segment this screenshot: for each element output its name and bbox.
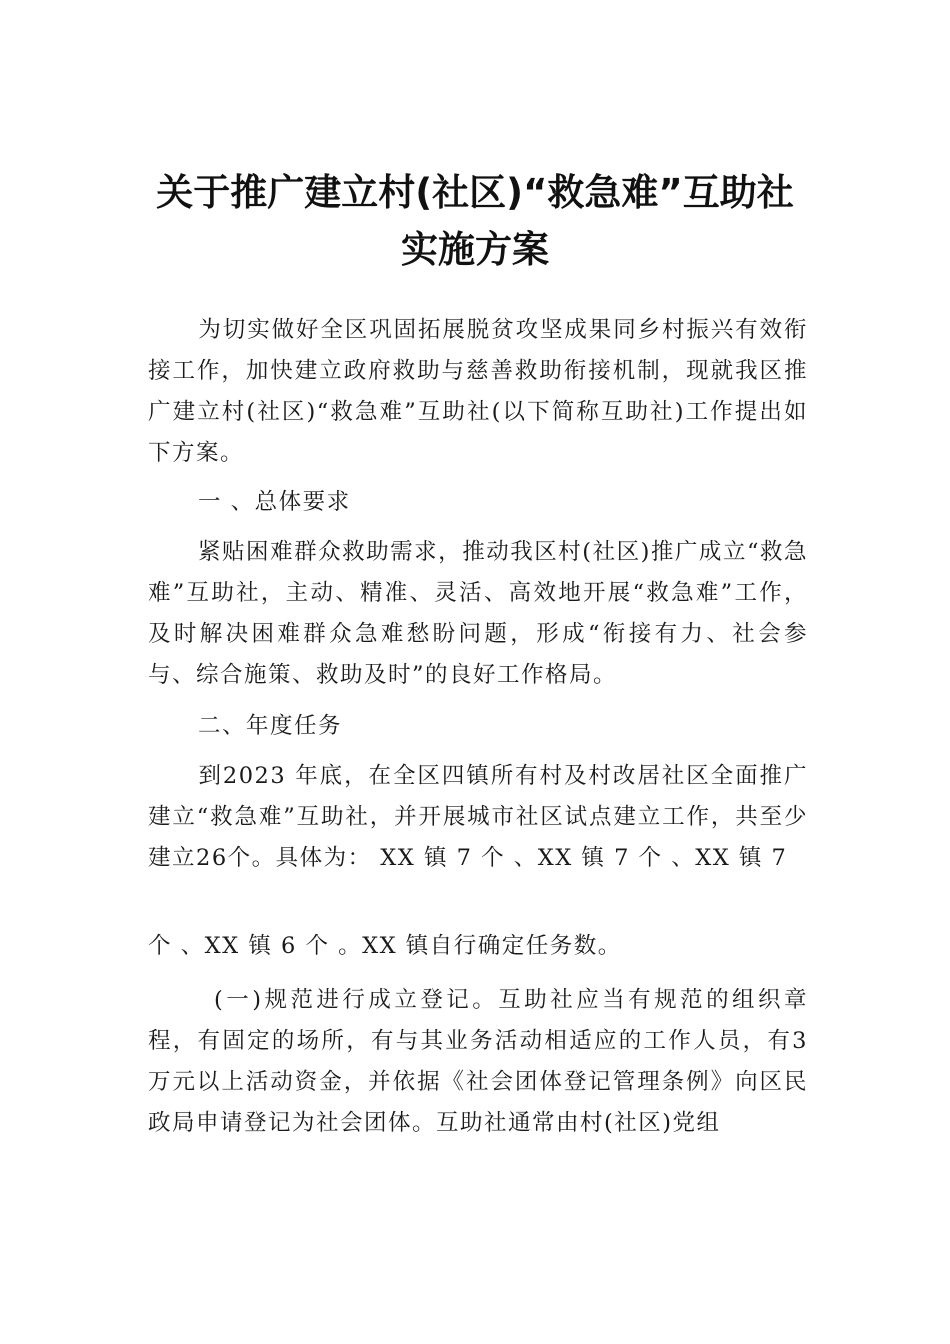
section1-text: 紧贴困难群众救助需求，推动我区村(社区)推广成立“救急难”互助社，主动、精准、灵活、高效地开展“救急难”工作，及时解决困难群众急难愁盼问题，形成“衔接有力、社会参与、综合施策、救助及时”的良好工作格局。 bbox=[148, 539, 808, 688]
intro-text: 为切实做好全区巩固拓展脱贫攻坚成果同乡村振兴有效衔接工作，加快建立政府救助与慈善救助衔接机制，现就我区推广建立村(社区)“救急难”互助社(以下简称互助社)工作提出如下方案。 bbox=[148, 317, 808, 466]
subsection1-text: (一)规范进行成立登记。互助社应当有规范的组织章程，有固定的场所，有与其业务活动相适应的工作人员，有3 万元以上活动资金，并依据《社会团体登记管理条例》向区民政局申请登记为社会团体。互助社通常由村(社区)党组 bbox=[148, 987, 808, 1136]
subsection1-paragraph bbox=[148, 980, 808, 1144]
section1-heading: 一 、总体要求 bbox=[198, 489, 351, 515]
document-title-line1: 关于推广建立村(社区)“救急难”互助社 bbox=[156, 171, 794, 214]
intro-paragraph bbox=[148, 310, 808, 474]
section2-tail: 个 、XX 镇 6 个 。XX 镇自行确定任务数。 bbox=[148, 933, 622, 959]
section2-text: 到2023 年底，在全区四镇所有村及村改居社区全面推广建立“救急难”互助社，并开展城市社区试点建立工作，共至少建立26个。具体为： XX 镇 7 个 、XX 镇 7 个 、XX 镇 7 bbox=[148, 763, 808, 871]
section1-paragraph bbox=[148, 532, 808, 696]
section2-paragraph bbox=[148, 756, 808, 879]
document-title-line2: 实施方案 bbox=[401, 228, 549, 271]
section2-heading: 二、年度任务 bbox=[198, 713, 343, 739]
